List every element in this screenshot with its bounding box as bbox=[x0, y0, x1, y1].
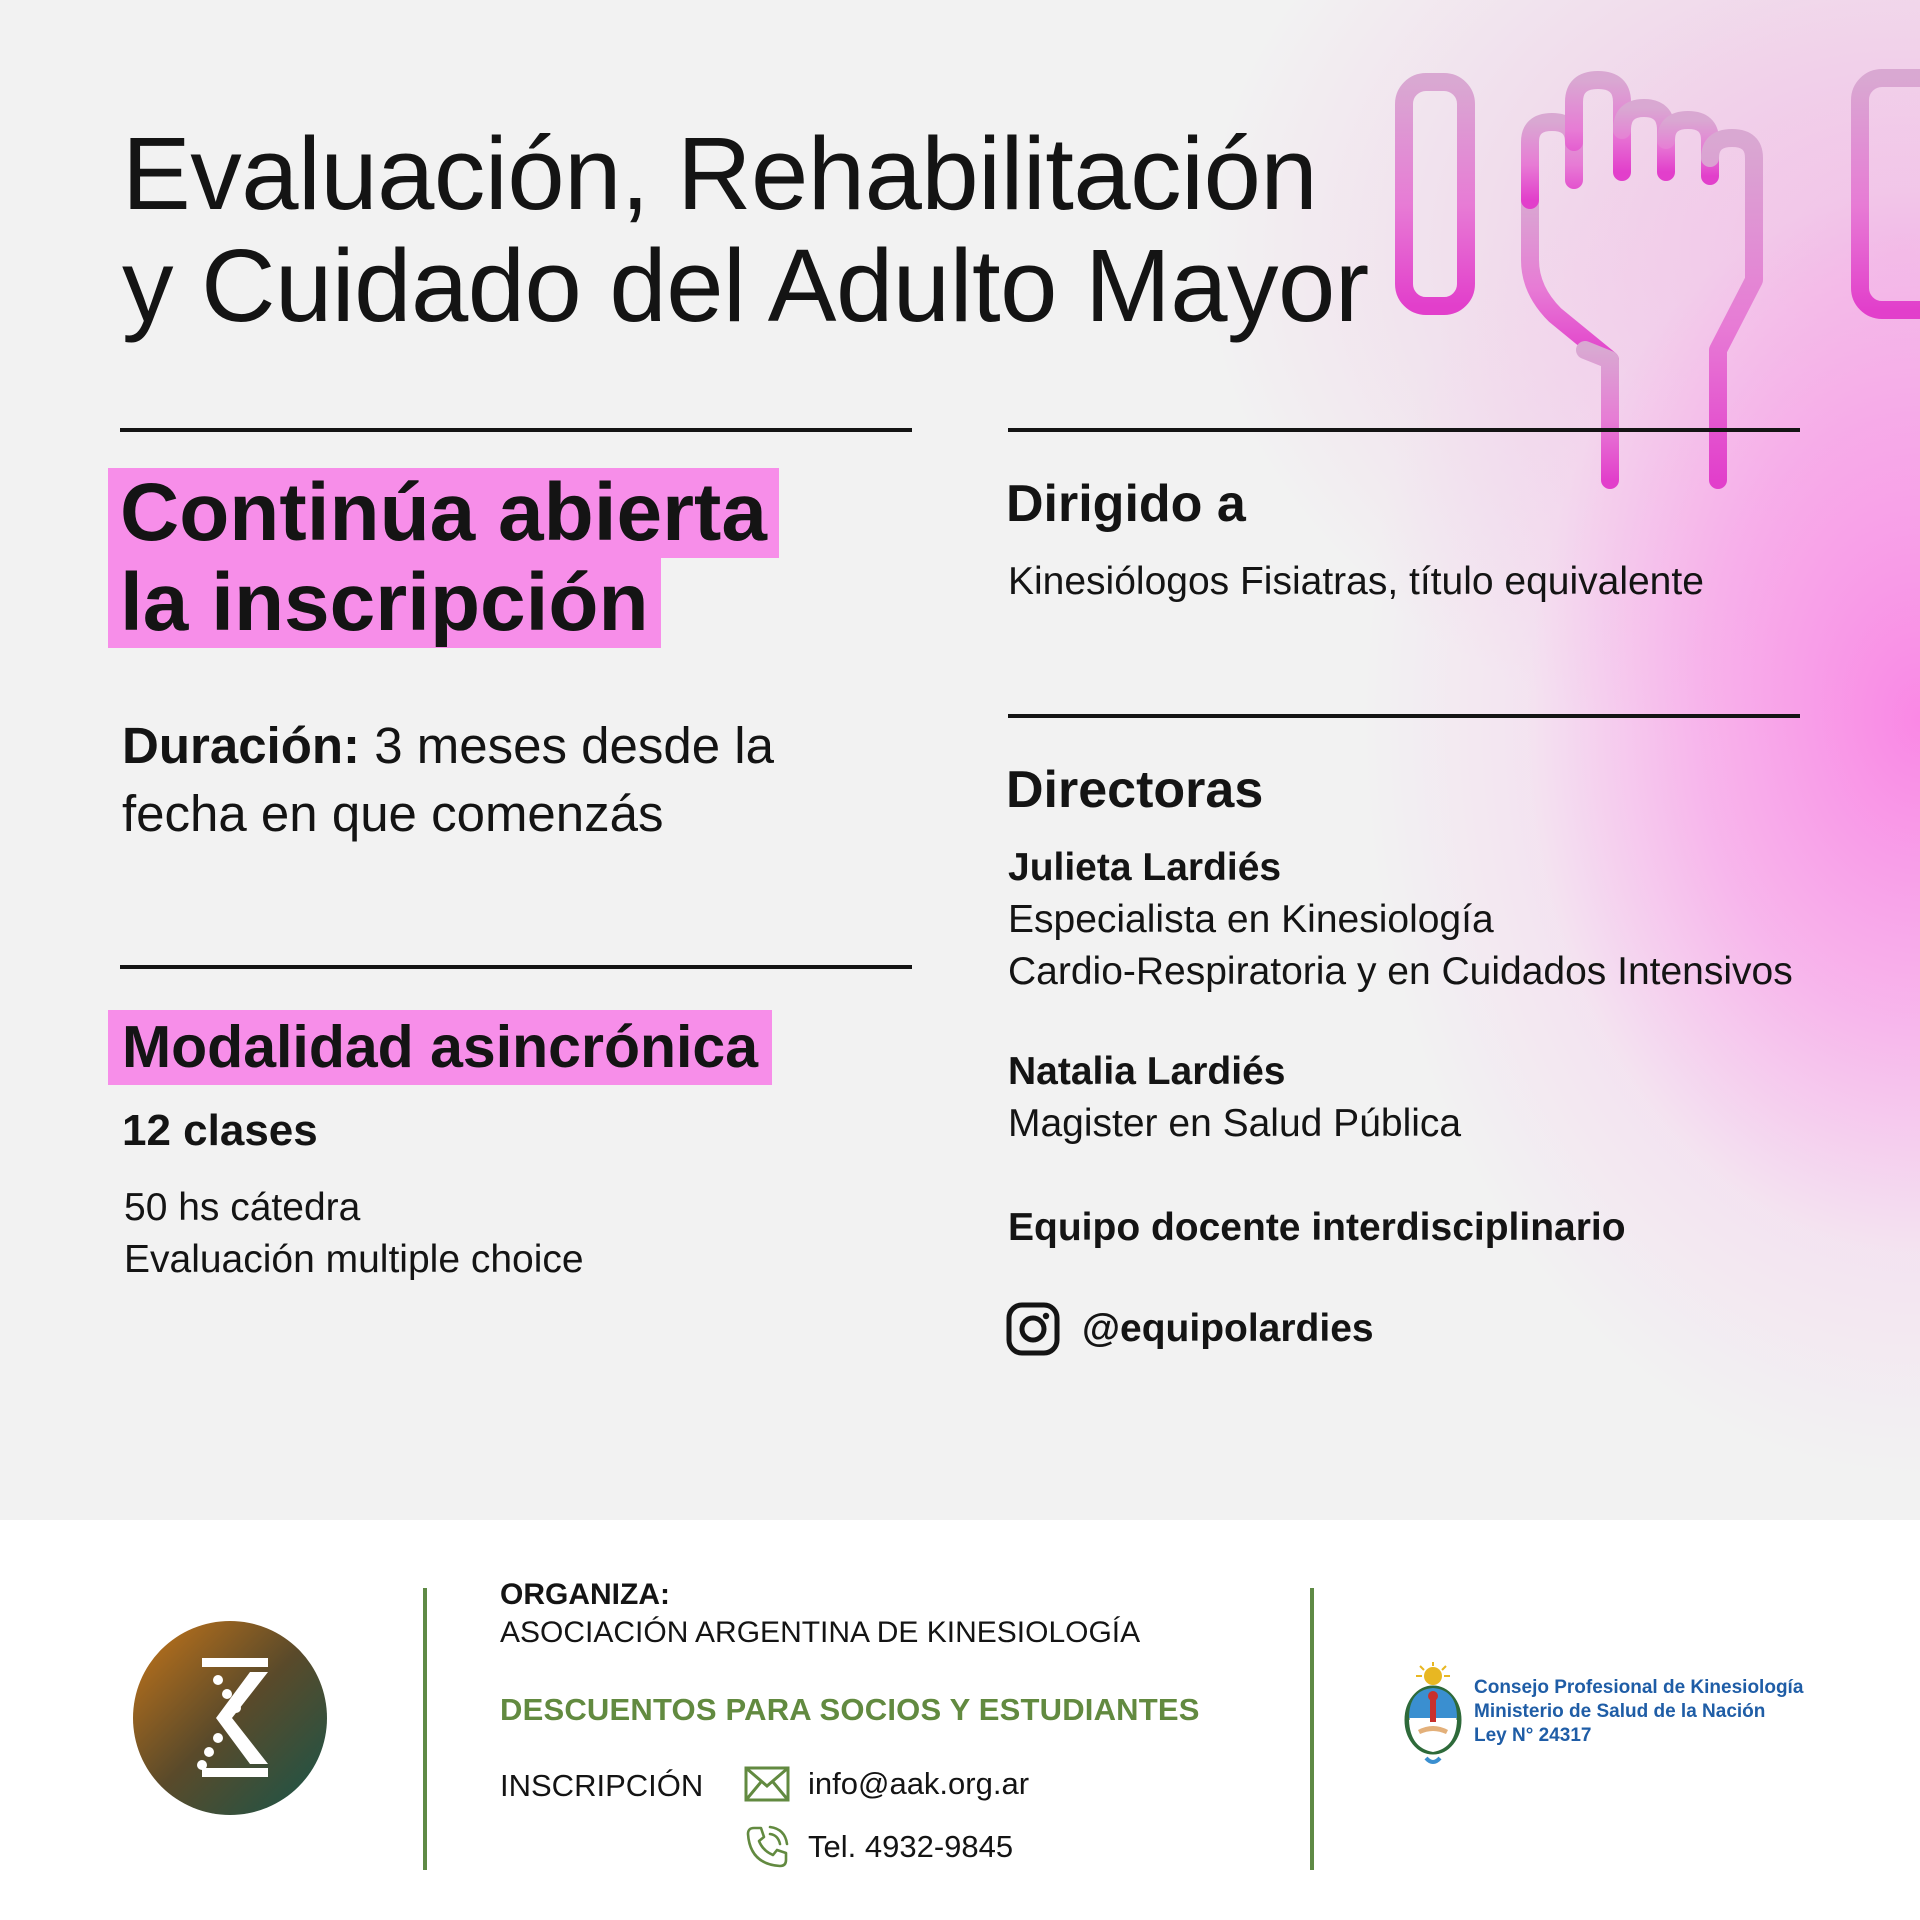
duration-label: Duración: bbox=[122, 717, 361, 774]
email-address[interactable]: info@aak.org.ar bbox=[808, 1766, 1030, 1801]
directors-heading: Directoras bbox=[1006, 761, 1264, 819]
inscription-label: INSCRIPCIÓN bbox=[500, 1768, 704, 1803]
duration-text bbox=[122, 712, 882, 848]
main-title bbox=[122, 118, 1369, 342]
inscription-line-1: Continúa abierta bbox=[108, 468, 779, 558]
aak-logo bbox=[132, 1620, 328, 1816]
council-line-1: Consejo Profesional de Kinesiología bbox=[1474, 1677, 1804, 1698]
director-1-line-1: Especialista en Kinesiología bbox=[1008, 898, 1494, 941]
phone-number[interactable]: Tel. 4932-9845 bbox=[808, 1829, 1014, 1864]
course-details bbox=[124, 1182, 584, 1286]
council-line-3: Ley N° 24317 bbox=[1474, 1725, 1592, 1746]
dumbbell-hand-icon bbox=[1380, 50, 1920, 510]
phone-icon bbox=[744, 1824, 790, 1870]
discounts-text: DESCUENTOS PARA SOCIOS Y ESTUDIANTES bbox=[500, 1692, 1200, 1727]
course-evaluation: Evaluación multiple choice bbox=[124, 1238, 584, 1281]
director-2-name: Natalia Lardiés bbox=[1008, 1050, 1286, 1093]
audience-heading: Dirigido a bbox=[1006, 475, 1246, 533]
footer-divider-right bbox=[1310, 1588, 1314, 1870]
classes-count: 12 clases bbox=[122, 1106, 318, 1155]
council-text bbox=[1474, 1676, 1803, 1748]
director-2-line-1: Magister en Salud Pública bbox=[1008, 1102, 1462, 1145]
divider-left-top bbox=[120, 428, 912, 432]
inscription-highlight bbox=[108, 468, 779, 648]
instagram-handle[interactable]: @equipolardies bbox=[1082, 1307, 1374, 1350]
divider-left-middle bbox=[120, 965, 912, 969]
audience-text: Kinesiólogos Fisiatras, título equivalente bbox=[1008, 560, 1704, 603]
footer-divider-left bbox=[423, 1588, 427, 1870]
course-hours: 50 hs cátedra bbox=[124, 1186, 361, 1229]
main-title-line-2: y Cuidado del Adulto Mayor bbox=[122, 228, 1369, 343]
teaching-team-text: Equipo docente interdisciplinario bbox=[1008, 1206, 1626, 1249]
duration-value: 3 meses desde la fecha en que comenzás bbox=[122, 717, 774, 842]
modality-title: Modalidad asincrónica bbox=[108, 1010, 772, 1085]
teaching-team bbox=[1008, 1202, 1626, 1254]
director-2 bbox=[1008, 1046, 1461, 1150]
director-1-name: Julieta Lardiés bbox=[1008, 846, 1282, 889]
mail-icon bbox=[744, 1766, 790, 1802]
phone-contact[interactable] bbox=[744, 1824, 1013, 1870]
divider-right-top bbox=[1008, 428, 1800, 432]
main-title-line-1: Evaluación, Rehabilitación bbox=[122, 116, 1318, 231]
instagram-icon bbox=[1006, 1302, 1060, 1356]
director-1-line-2: Cardio-Respiratoria y en Cuidados Intensivos bbox=[1008, 950, 1793, 993]
organizer-name: ASOCIACIÓN ARGENTINA DE KINESIOLOGÍA bbox=[500, 1616, 1141, 1649]
organizer-label: ORGANIZA: bbox=[500, 1578, 670, 1611]
director-1 bbox=[1008, 842, 1793, 998]
council-line-2: Ministerio de Salud de la Nación bbox=[1474, 1701, 1766, 1722]
divider-right-middle bbox=[1008, 714, 1800, 718]
email-contact[interactable] bbox=[744, 1766, 1029, 1802]
inscription-line-2: la inscripción bbox=[108, 558, 661, 648]
instagram-link[interactable] bbox=[1006, 1302, 1374, 1356]
coat-of-arms-icon bbox=[1396, 1662, 1470, 1772]
